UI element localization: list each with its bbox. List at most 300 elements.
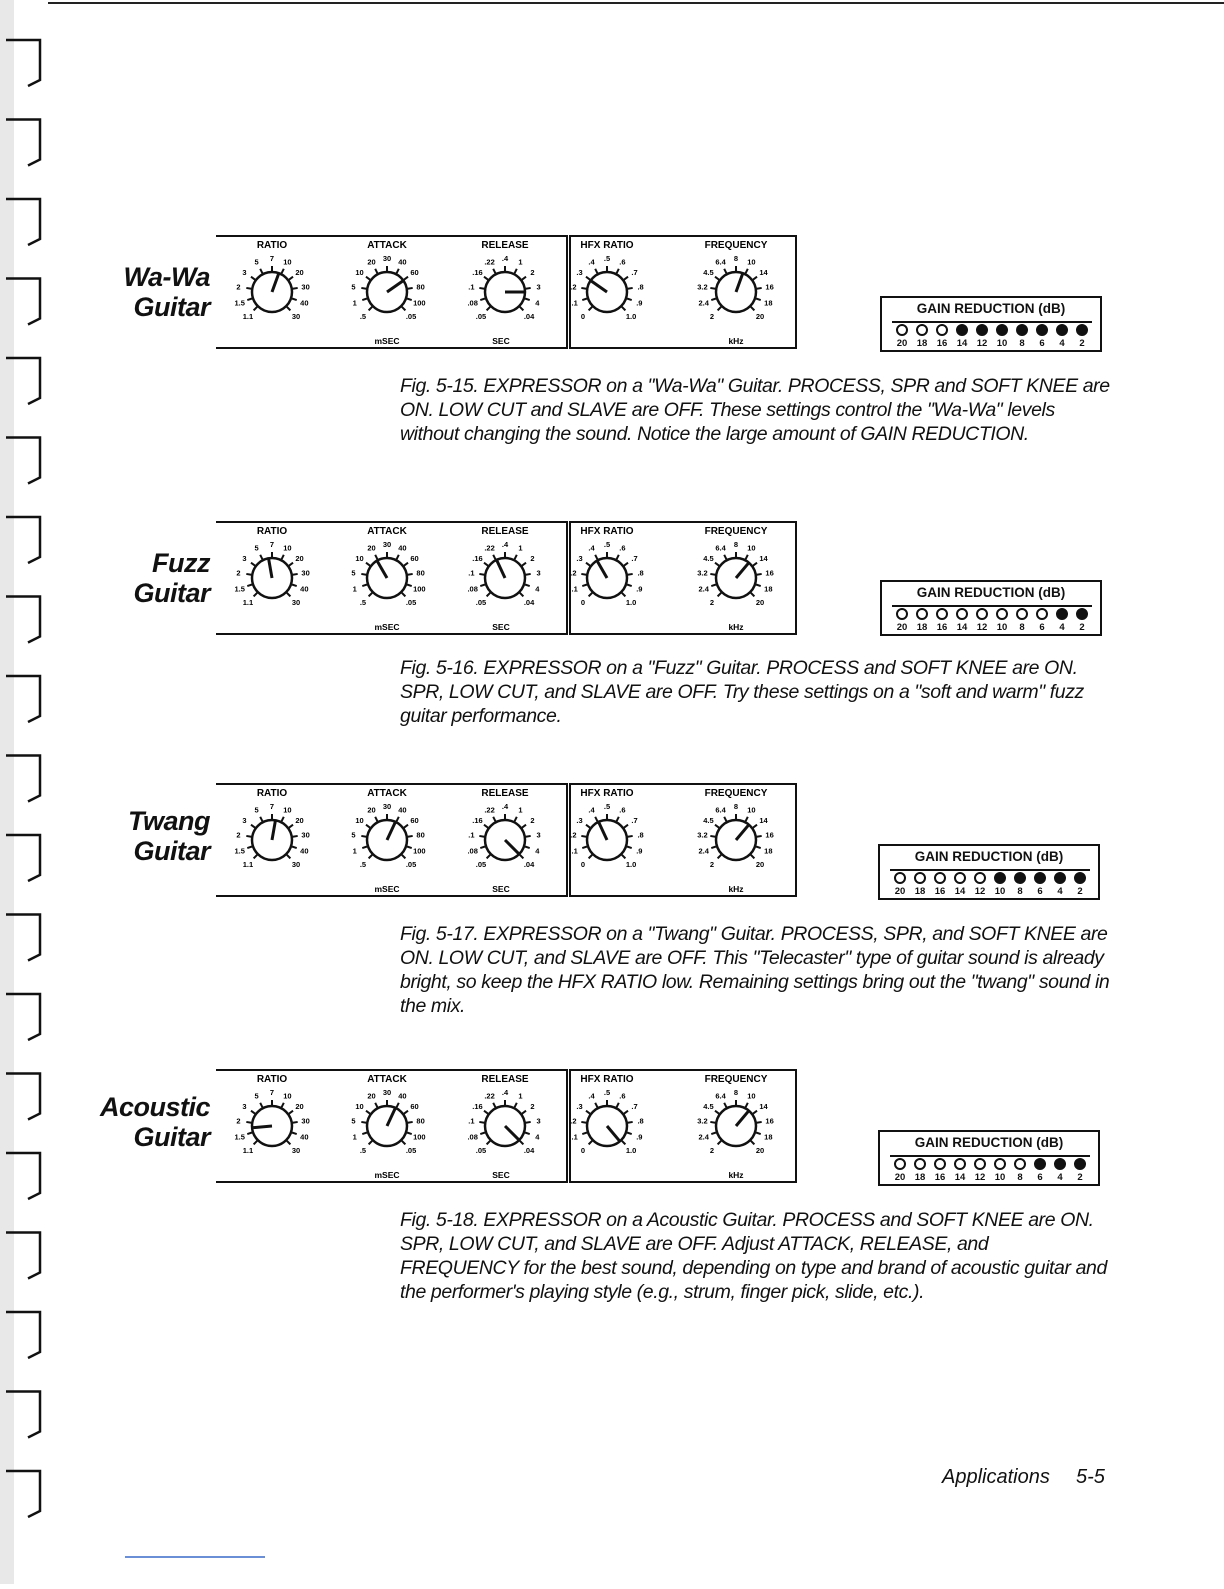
knob-unit: SEC (492, 884, 510, 894)
knob-tick (627, 584, 632, 586)
gain-scale-value: 14 (956, 622, 968, 633)
knob-scale-value: .1 (468, 568, 475, 578)
gain-led (914, 872, 926, 884)
knob-scale-value: 2 (236, 282, 241, 292)
figure-caption: Fig. 5-15. EXPRESSOR on a "Wa-Wa" Guitar. PROCESS, SPR and SOFT KNEE are ON. LOW CUT and SLAVE are OFF. These settings control the "Wa-Wa" levels without changing the sound. Notice the large amount of GAIN REDUCTION. (400, 375, 1110, 445)
knob-scale-value: 16 (765, 282, 774, 292)
knob-scale-value: .4 (501, 802, 509, 811)
knob-label: RATIO (256, 240, 288, 251)
gain-led (1014, 872, 1026, 884)
knob-scale-value: 8 (733, 254, 739, 263)
knob-tick (287, 593, 291, 597)
knob-tick (515, 555, 517, 559)
knob-tick (293, 288, 298, 289)
knob-scale-value: .5 (603, 1088, 611, 1097)
knob-scale-value: 0 (580, 598, 586, 608)
knob-tick (581, 288, 586, 289)
knob-frequency[interactable] (697, 1074, 774, 1180)
knob-tick (246, 288, 251, 289)
knob-attack[interactable] (351, 526, 425, 632)
gain-scale-value: 8 (1017, 886, 1023, 897)
knob-scale-value: 2 (709, 1146, 715, 1156)
knob-scale-value: 2.4 (698, 298, 709, 308)
knob-label: RATIO (256, 788, 288, 799)
knob-tick (617, 817, 619, 821)
knob-scale-value: 30 (291, 598, 301, 608)
knob-tick (624, 563, 628, 566)
knob-ratio[interactable] (234, 240, 309, 321)
knob-scale-value: .1 (468, 1116, 475, 1126)
knob-scale-value: 1.0 (625, 860, 637, 870)
binding-rings (0, 0, 48, 1584)
knob-scale-value: 3.2 (697, 1116, 708, 1126)
knob-tick (520, 307, 524, 311)
knob-tick (589, 307, 593, 311)
knob-tick (515, 817, 517, 821)
knob-tick (287, 1141, 291, 1145)
knob-scale-value: .7 (631, 816, 638, 826)
knob-release[interactable] (467, 526, 540, 632)
knob-scale-value: 6.4 (715, 805, 726, 815)
instrument-label-line2: Guitar (133, 292, 210, 322)
knob-label: FREQUENCY (704, 788, 768, 799)
knob-scale-value: 1.1 (242, 598, 254, 608)
knob-tick (287, 855, 291, 859)
knob-scale-value: 3.2 (697, 568, 708, 578)
knob-tick (710, 1122, 715, 1123)
knob-scale-value: 4 (535, 298, 540, 308)
knob-panel-drawing (216, 778, 804, 900)
knob-unit: kHz (728, 336, 744, 346)
knob-tick (715, 825, 719, 828)
gain-scale-value: 18 (916, 338, 928, 349)
knob-scale-value: 4 (535, 584, 540, 594)
gain-scale-value: 10 (994, 1172, 1006, 1183)
knob-scale-value: 60 (410, 268, 419, 278)
knob-panel (216, 516, 804, 634)
gain-scale-value: 16 (934, 1172, 946, 1183)
knob-scale-value: 3.2 (697, 830, 708, 840)
gain-led (1016, 608, 1028, 620)
gain-led (934, 872, 946, 884)
gain-meter-rule (890, 1155, 1090, 1157)
knob-panel-drawing (216, 230, 804, 352)
knob-scale-value: 20 (295, 1102, 304, 1112)
gain-scale-value: 6 (1037, 886, 1043, 897)
knob-scale-value: .7 (631, 1102, 638, 1112)
knob-tick (479, 836, 484, 837)
knob-scale-value: 1 (352, 1132, 357, 1142)
knob-tick (526, 288, 531, 289)
knob-scale-value: 100 (413, 584, 426, 594)
knob-unit: SEC (492, 1170, 510, 1180)
knob-scale-value: .3 (576, 268, 583, 278)
knob-scale-value: .05 (475, 598, 487, 608)
knob-scale-value: .04 (523, 598, 535, 608)
knob-scale-value: 8 (733, 802, 739, 811)
knob-tick (753, 277, 757, 280)
knob-attack[interactable] (351, 240, 425, 346)
knob-scale-value: .5 (603, 254, 611, 263)
knob-tick (289, 1111, 293, 1114)
knob-scale-value: 6.4 (715, 1091, 726, 1101)
knob-hfx-ratio[interactable] (570, 240, 643, 321)
knob-scale-value: .9 (636, 298, 643, 308)
gain-led (976, 608, 988, 620)
knob-tick (582, 584, 587, 586)
knob-scale-value: .05 (405, 312, 417, 322)
gain-led (916, 608, 928, 620)
gain-scale-value: 8 (1019, 622, 1025, 633)
gain-scale-value: 8 (1017, 1172, 1023, 1183)
knob-tick (526, 836, 531, 837)
knob-hfx-ratio[interactable] (570, 1074, 643, 1155)
gain-meter-rule (892, 605, 1092, 607)
knob-scale-value: 5 (254, 543, 259, 553)
footer-page-number: 5-5 (1076, 1466, 1105, 1488)
knob-scale-value: 100 (413, 1132, 426, 1142)
knob-scale-value: 1.1 (242, 312, 254, 322)
knob-tick (375, 817, 377, 821)
gain-scale (890, 886, 1090, 898)
gain-led (916, 324, 928, 336)
knob-release[interactable] (467, 240, 540, 346)
knob-tick (756, 298, 761, 300)
knob-scale-value: 10 (355, 268, 364, 278)
gain-scale (892, 338, 1092, 350)
knob-tick (582, 1132, 587, 1134)
knob-scale-value: .16 (472, 554, 483, 564)
footer-section: Applications (942, 1466, 1050, 1488)
knob-scale-value: 40 (398, 257, 407, 267)
knob-scale-value: 3 (242, 268, 247, 278)
knob-scale-value: 1 (352, 298, 357, 308)
knob-scale-value: 30 (301, 830, 310, 840)
knob-label: RELEASE (481, 788, 529, 799)
instrument-label-line1: Twang (128, 806, 210, 836)
knob-tick (484, 563, 488, 566)
knob-scale-value: .8 (637, 1116, 644, 1126)
knob-scale-value: 2 (709, 860, 715, 870)
knob-tick (247, 1132, 252, 1134)
knob-tick (484, 1111, 488, 1114)
instrument-label (0, 1092, 210, 1152)
knob-tick (361, 836, 366, 837)
knob-scale-value: 100 (413, 298, 426, 308)
knob-tick (487, 307, 491, 311)
instrument-label (0, 262, 210, 322)
knob-tick (289, 563, 293, 566)
knob-scale-value: 10 (355, 816, 364, 826)
knob-scale-value: 20 (755, 860, 765, 870)
gain-reduction-meter (880, 296, 1102, 352)
knob-scale-value: 5 (254, 805, 259, 815)
knob-tick (710, 836, 715, 837)
knob-scale-value: .04 (523, 312, 535, 322)
knob-label: FREQUENCY (704, 1074, 768, 1085)
knob-scale-value: 3 (536, 1116, 541, 1126)
knob-scale-value: 5 (351, 1116, 356, 1126)
knob-scale-value: 1.1 (242, 860, 254, 870)
knob-label: RELEASE (481, 1074, 529, 1085)
gain-scale-value: 6 (1039, 338, 1045, 349)
gain-led (1036, 324, 1048, 336)
gain-led (1054, 872, 1066, 884)
knob-panel (216, 230, 804, 348)
knob-scale-value: 20 (755, 1146, 765, 1156)
figure-caption: Fig. 5-17. EXPRESSOR on a "Twang" Guitar. PROCESS, SPR, and SOFT KNEE are ON. LOW CUT, and SLAVE are OFF. This "Telecaster" type of guitar sound is already bright, so keep the HFX RATIO low. Remaining settings bring out the "twang" sound in the mix. (400, 923, 1110, 1017)
knob-scale-value: .6 (619, 805, 626, 815)
knob-tick (493, 817, 495, 821)
knob-tick (260, 269, 262, 273)
knob-scale-value: 40 (300, 584, 309, 594)
knob-ratio[interactable] (234, 526, 309, 607)
knob-tick (711, 846, 716, 848)
knob-frequency[interactable] (697, 240, 774, 346)
knob-scale-value: 1 (518, 257, 523, 267)
gain-scale-value: 20 (896, 338, 908, 349)
knob-tick (408, 288, 413, 289)
knob-tick (404, 825, 408, 828)
knob-tick (627, 846, 632, 848)
gain-meter-rule (892, 321, 1092, 323)
knob-tick (724, 269, 726, 273)
knob-tick (407, 846, 412, 848)
knob-scale-value: .8 (637, 830, 644, 840)
knob-frequency[interactable] (697, 526, 774, 632)
knob-tick (366, 825, 370, 828)
knob-scale-value: .1 (571, 584, 578, 594)
knob-tick (624, 277, 628, 280)
knob-scale-value: .9 (636, 846, 643, 856)
gain-scale-value: 18 (914, 1172, 926, 1183)
gain-meter-rule (890, 869, 1090, 871)
knob-scale-value: 40 (300, 846, 309, 856)
knob-tick (586, 277, 590, 280)
knob-tick (487, 593, 491, 597)
instrument-label-line1: Wa-Wa (123, 262, 210, 292)
page-link-underline (125, 1556, 265, 1558)
knob-tick (408, 1122, 413, 1123)
gain-reduction-title: GAIN REDUCTION (dB) (916, 585, 1066, 600)
gain-led (896, 608, 908, 620)
knob-tick (254, 593, 258, 597)
knob-tick (718, 307, 722, 311)
knob-tick (586, 563, 590, 566)
knob-tick (247, 298, 252, 300)
knob-tick (520, 1141, 524, 1145)
knob-attack[interactable] (351, 1074, 425, 1180)
knob-tick (715, 1111, 719, 1114)
knob-scale-value: .4 (588, 257, 595, 267)
knob-tick (292, 846, 297, 848)
knob-label: RELEASE (481, 526, 529, 537)
knob-tick (724, 555, 726, 559)
gain-led (896, 324, 908, 336)
gain-scale-value: 20 (894, 886, 906, 897)
knob-tick (293, 574, 298, 575)
knob-scale-value: 80 (416, 568, 425, 578)
knob-tick (260, 1103, 262, 1107)
knob-scale-value: 4.5 (703, 268, 714, 278)
knob-scale-value: 7 (269, 1088, 275, 1097)
knob-scale-value: .5 (359, 598, 367, 608)
knob-tick (397, 555, 399, 559)
knob-scale-value: 2.4 (698, 584, 709, 594)
knob-scale-value: 2 (530, 268, 535, 278)
knob-tick (628, 836, 633, 837)
knob-scale-value: 1.1 (242, 1146, 254, 1156)
knob-scale-value: .7 (631, 554, 638, 564)
gain-led (976, 324, 988, 336)
knob-scale-value: .05 (405, 598, 417, 608)
knob-scale-value: .4 (588, 805, 595, 815)
knob-attack[interactable] (351, 788, 425, 894)
knob-scale-value: 20 (367, 257, 376, 267)
gain-scale-value: 18 (916, 622, 928, 633)
knob-tick (711, 1132, 716, 1134)
knob-tick (526, 574, 531, 575)
knob-tick (404, 1111, 408, 1114)
knob-scale-value: 18 (764, 298, 773, 308)
knob-scale-value: .3 (576, 554, 583, 564)
knob-release[interactable] (467, 1074, 540, 1180)
knob-scale-value: 20 (367, 805, 376, 815)
knob-scale-value: .8 (637, 282, 644, 292)
gain-scale-value: 12 (976, 622, 988, 633)
knob-tick (287, 307, 291, 311)
knob-tick (515, 1103, 517, 1107)
knob-tick (622, 593, 626, 597)
knob-scale-value: .4 (588, 543, 595, 553)
knob-tick (628, 574, 633, 575)
knob-scale-value: .5 (359, 1146, 367, 1156)
knob-ratio[interactable] (234, 788, 309, 869)
knob-scale-value: 80 (416, 830, 425, 840)
gain-scale-value: 2 (1079, 338, 1085, 349)
knob-scale-value: 6.4 (715, 257, 726, 267)
gain-led (954, 1158, 966, 1170)
knob-tick (402, 855, 406, 859)
knob-scale-value: 30 (382, 1088, 392, 1097)
knob-tick (292, 584, 297, 586)
knob-scale-value: 2 (709, 598, 715, 608)
gain-led (1034, 1158, 1046, 1170)
knob-label: ATTACK (367, 240, 407, 251)
knob-scale-value: 1.0 (625, 312, 637, 322)
knob-tick (397, 1103, 399, 1107)
knob-tick (586, 825, 590, 828)
knob-scale-value: 60 (410, 816, 419, 826)
knob-tick (624, 1111, 628, 1114)
knob-scale-value: 30 (301, 282, 310, 292)
knob-frequency[interactable] (697, 788, 774, 894)
knob-scale-value: .5 (359, 860, 367, 870)
knob-scale-value: .04 (523, 1146, 535, 1156)
knob-scale-value: .1 (468, 830, 475, 840)
knob-label: ATTACK (367, 1074, 407, 1085)
knob-scale-value: .1 (571, 298, 578, 308)
knob-tick (247, 846, 252, 848)
knob-tick (622, 1141, 626, 1145)
knob-tick (589, 855, 593, 859)
knob-release[interactable] (467, 788, 540, 894)
knob-tick (484, 277, 488, 280)
knob-tick (746, 269, 748, 273)
knob-tick (292, 298, 297, 300)
knob-tick (362, 298, 367, 300)
gain-led-row (892, 608, 1092, 622)
knob-tick (407, 584, 412, 586)
knob-scale-value: 30 (291, 1146, 301, 1156)
knob-hfx-ratio[interactable] (570, 526, 643, 607)
knob-tick (247, 584, 252, 586)
knob-tick (515, 269, 517, 273)
knob-scale-value: .05 (475, 312, 487, 322)
knob-scale-value: 1.0 (625, 1146, 637, 1156)
knob-scale-value: 40 (398, 1091, 407, 1101)
knob-scale-value: 1.5 (234, 584, 245, 594)
knob-tick (617, 555, 619, 559)
knob-ratio[interactable] (234, 1074, 309, 1155)
gain-scale-value: 4 (1059, 338, 1065, 349)
knob-scale-value: 1 (518, 543, 523, 553)
knob-tick (375, 269, 377, 273)
knob-scale-value: 4 (535, 1132, 540, 1142)
knob-scale-value: 10 (283, 543, 292, 553)
knob-scale-value: .08 (467, 584, 478, 594)
knob-scale-value: 10 (283, 1091, 292, 1101)
knob-tick (751, 1141, 755, 1145)
knob-tick (246, 574, 251, 575)
knob-scale-value: 40 (300, 298, 309, 308)
spiral-binding (0, 0, 48, 1584)
knob-tick (251, 563, 255, 566)
instrument-label (0, 806, 210, 866)
knob-tick (479, 1122, 484, 1123)
gain-led (1074, 1158, 1086, 1170)
knob-tick (369, 1141, 373, 1145)
gain-led (1056, 324, 1068, 336)
knob-scale-value: .2 (570, 1116, 577, 1126)
knob-scale-value: 20 (755, 312, 765, 322)
knob-tick (710, 574, 715, 575)
knob-scale-value: .3 (576, 816, 583, 826)
gain-scale-value: 4 (1057, 886, 1063, 897)
knob-scale-value: .1 (571, 846, 578, 856)
knob-scale-value: 16 (765, 1116, 774, 1126)
knob-hfx-ratio[interactable] (570, 788, 643, 869)
gain-scale-value: 10 (996, 622, 1008, 633)
knob-scale-value: 2 (530, 1102, 535, 1112)
knob-scale-value: .5 (359, 312, 367, 322)
knob-scale-value: .2 (570, 830, 577, 840)
knob-scale-value: 2 (236, 568, 241, 578)
gain-led (994, 1158, 1006, 1170)
knob-scale-value: 8 (733, 1088, 739, 1097)
knob-scale-value: 20 (295, 816, 304, 826)
knob-tick (282, 817, 284, 821)
knob-tick (753, 825, 757, 828)
knob-tick (718, 855, 722, 859)
knob-scale-value: .22 (484, 543, 495, 553)
knob-scale-value: .9 (636, 584, 643, 594)
knob-scale-value: 16 (765, 568, 774, 578)
knob-scale-value: 4.5 (703, 554, 714, 564)
gain-led-row (890, 872, 1090, 886)
knob-unit: SEC (492, 336, 510, 346)
knob-scale-value: 10 (355, 554, 364, 564)
